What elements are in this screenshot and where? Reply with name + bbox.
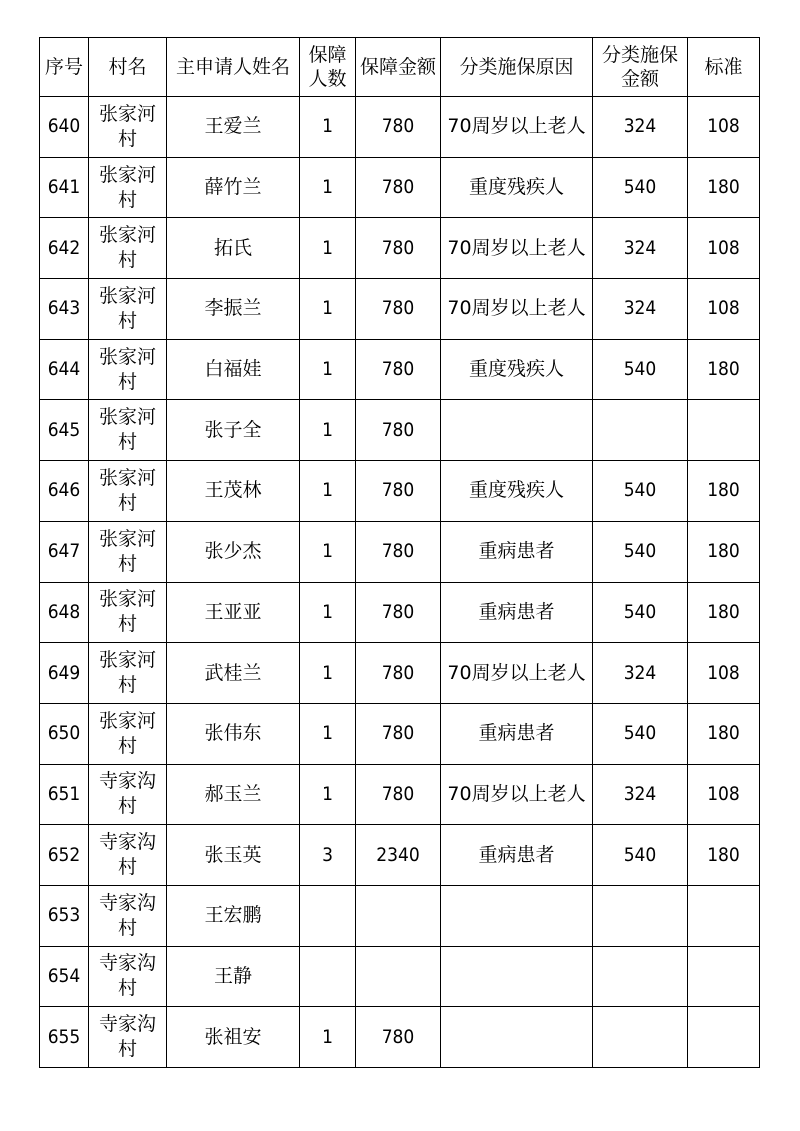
header-standard: 标准 — [688, 38, 760, 97]
persons-cell: 1 — [300, 157, 356, 218]
serial-cell: 649 — [40, 643, 89, 704]
table-row — [40, 825, 760, 886]
table-row — [40, 582, 760, 643]
table-row — [40, 643, 760, 704]
amount-cell: 780 — [356, 279, 441, 340]
serial-cell: 642 — [40, 218, 89, 279]
header-reason: 分类施保原因 — [441, 38, 593, 97]
category-amount-cell: 324 — [593, 643, 688, 704]
persons-cell: 1 — [300, 400, 356, 461]
reason-cell — [441, 946, 593, 1007]
serial-cell: 641 — [40, 157, 89, 218]
amount-cell: 780 — [356, 400, 441, 461]
serial-cell: 643 — [40, 279, 89, 340]
persons-cell: 1 — [300, 1007, 356, 1068]
applicant-cell: 武桂兰 — [167, 643, 300, 704]
village-cell: 张家河村 — [89, 461, 167, 522]
serial-cell: 653 — [40, 885, 89, 946]
amount-cell: 780 — [356, 764, 441, 825]
category-amount-cell — [593, 946, 688, 1007]
applicant-cell: 王静 — [167, 946, 300, 1007]
category-amount-cell: 540 — [593, 582, 688, 643]
amount-cell: 780 — [356, 521, 441, 582]
standard-cell — [688, 946, 760, 1007]
header-persons: 保障人数 — [300, 38, 356, 97]
category-amount-cell: 324 — [593, 279, 688, 340]
persons-cell: 1 — [300, 582, 356, 643]
reason-cell: 70周岁以上老人 — [441, 97, 593, 158]
standard-cell — [688, 885, 760, 946]
amount-cell: 780 — [356, 1007, 441, 1068]
reason-cell: 70周岁以上老人 — [441, 218, 593, 279]
persons-cell: 1 — [300, 764, 356, 825]
persons-cell: 1 — [300, 703, 356, 764]
standard-cell: 180 — [688, 521, 760, 582]
serial-cell: 640 — [40, 97, 89, 158]
village-cell: 张家河村 — [89, 279, 167, 340]
standard-cell — [688, 400, 760, 461]
applicant-cell: 张伟东 — [167, 703, 300, 764]
persons-cell: 1 — [300, 461, 356, 522]
standard-cell: 108 — [688, 279, 760, 340]
amount-cell: 780 — [356, 582, 441, 643]
serial-cell: 648 — [40, 582, 89, 643]
header-category-amount: 分类施保金额 — [593, 38, 688, 97]
village-cell: 寺家沟村 — [89, 1007, 167, 1068]
persons-cell: 1 — [300, 339, 356, 400]
reason-cell: 重度残疾人 — [441, 339, 593, 400]
table-row — [40, 1007, 760, 1068]
header-applicant: 主申请人姓名 — [167, 38, 300, 97]
village-cell: 张家河村 — [89, 643, 167, 704]
applicant-cell: 王爱兰 — [167, 97, 300, 158]
persons-cell: 3 — [300, 825, 356, 886]
persons-cell: 1 — [300, 218, 356, 279]
header-amount: 保障金额 — [356, 38, 441, 97]
table-row — [40, 764, 760, 825]
serial-cell: 644 — [40, 339, 89, 400]
reason-cell: 重病患者 — [441, 703, 593, 764]
category-amount-cell: 324 — [593, 97, 688, 158]
category-amount-cell — [593, 1007, 688, 1068]
serial-cell: 647 — [40, 521, 89, 582]
category-amount-cell: 540 — [593, 157, 688, 218]
category-amount-cell: 540 — [593, 825, 688, 886]
table-row — [40, 461, 760, 522]
serial-cell: 646 — [40, 461, 89, 522]
header-village: 村名 — [89, 38, 167, 97]
village-cell: 张家河村 — [89, 97, 167, 158]
applicant-cell: 张玉英 — [167, 825, 300, 886]
applicant-cell: 王宏鹏 — [167, 885, 300, 946]
table-row — [40, 279, 760, 340]
applicant-cell: 王亚亚 — [167, 582, 300, 643]
table-row — [40, 703, 760, 764]
reason-cell: 重病患者 — [441, 825, 593, 886]
reason-cell: 70周岁以上老人 — [441, 764, 593, 825]
category-amount-cell: 324 — [593, 764, 688, 825]
serial-cell: 655 — [40, 1007, 89, 1068]
applicant-cell: 拓氏 — [167, 218, 300, 279]
category-amount-cell: 540 — [593, 339, 688, 400]
table-row — [40, 218, 760, 279]
table-row — [40, 97, 760, 158]
reason-cell: 重病患者 — [441, 521, 593, 582]
village-cell: 寺家沟村 — [89, 885, 167, 946]
reason-cell — [441, 400, 593, 461]
serial-cell: 645 — [40, 400, 89, 461]
village-cell: 张家河村 — [89, 218, 167, 279]
reason-cell — [441, 885, 593, 946]
persons-cell: 1 — [300, 643, 356, 704]
serial-cell: 651 — [40, 764, 89, 825]
reason-cell: 重度残疾人 — [441, 157, 593, 218]
persons-cell: 1 — [300, 279, 356, 340]
amount-cell — [356, 946, 441, 1007]
header-serial: 序号 — [40, 38, 89, 97]
applicant-cell: 张祖安 — [167, 1007, 300, 1068]
amount-cell: 2340 — [356, 825, 441, 886]
category-amount-cell: 540 — [593, 703, 688, 764]
applicant-cell: 张少杰 — [167, 521, 300, 582]
amount-cell: 780 — [356, 157, 441, 218]
table-row — [40, 157, 760, 218]
reason-cell: 重度残疾人 — [441, 461, 593, 522]
amount-cell: 780 — [356, 218, 441, 279]
serial-cell: 650 — [40, 703, 89, 764]
standard-cell: 180 — [688, 825, 760, 886]
category-amount-cell: 324 — [593, 218, 688, 279]
amount-cell: 780 — [356, 643, 441, 704]
village-cell: 张家河村 — [89, 703, 167, 764]
category-amount-cell — [593, 400, 688, 461]
persons-cell: 1 — [300, 521, 356, 582]
standard-cell: 108 — [688, 97, 760, 158]
table-row — [40, 521, 760, 582]
amount-cell: 780 — [356, 339, 441, 400]
standard-cell: 108 — [688, 643, 760, 704]
amount-cell: 780 — [356, 97, 441, 158]
header-row — [40, 38, 760, 97]
relief-table — [39, 37, 760, 1068]
reason-cell — [441, 1007, 593, 1068]
village-cell: 张家河村 — [89, 157, 167, 218]
amount-cell — [356, 885, 441, 946]
amount-cell: 780 — [356, 703, 441, 764]
village-cell: 张家河村 — [89, 521, 167, 582]
village-cell: 寺家沟村 — [89, 946, 167, 1007]
village-cell: 寺家沟村 — [89, 764, 167, 825]
village-cell: 寺家沟村 — [89, 825, 167, 886]
standard-cell: 108 — [688, 218, 760, 279]
village-cell: 张家河村 — [89, 582, 167, 643]
standard-cell: 108 — [688, 764, 760, 825]
reason-cell: 重病患者 — [441, 582, 593, 643]
applicant-cell: 白福娃 — [167, 339, 300, 400]
persons-cell — [300, 885, 356, 946]
category-amount-cell — [593, 885, 688, 946]
table-row — [40, 946, 760, 1007]
category-amount-cell: 540 — [593, 521, 688, 582]
standard-cell: 180 — [688, 339, 760, 400]
applicant-cell: 李振兰 — [167, 279, 300, 340]
persons-cell: 1 — [300, 97, 356, 158]
serial-cell: 654 — [40, 946, 89, 1007]
village-cell: 张家河村 — [89, 339, 167, 400]
table-row — [40, 885, 760, 946]
village-cell: 张家河村 — [89, 400, 167, 461]
applicant-cell: 郝玉兰 — [167, 764, 300, 825]
amount-cell: 780 — [356, 461, 441, 522]
reason-cell: 70周岁以上老人 — [441, 643, 593, 704]
table-row — [40, 339, 760, 400]
standard-cell: 180 — [688, 157, 760, 218]
reason-cell: 70周岁以上老人 — [441, 279, 593, 340]
serial-cell: 652 — [40, 825, 89, 886]
applicant-cell: 张子全 — [167, 400, 300, 461]
applicant-cell: 王茂林 — [167, 461, 300, 522]
table-body — [40, 97, 760, 1068]
category-amount-cell: 540 — [593, 461, 688, 522]
applicant-cell: 薛竹兰 — [167, 157, 300, 218]
standard-cell: 180 — [688, 703, 760, 764]
standard-cell: 180 — [688, 582, 760, 643]
standard-cell — [688, 1007, 760, 1068]
table-row — [40, 400, 760, 461]
persons-cell — [300, 946, 356, 1007]
standard-cell: 180 — [688, 461, 760, 522]
